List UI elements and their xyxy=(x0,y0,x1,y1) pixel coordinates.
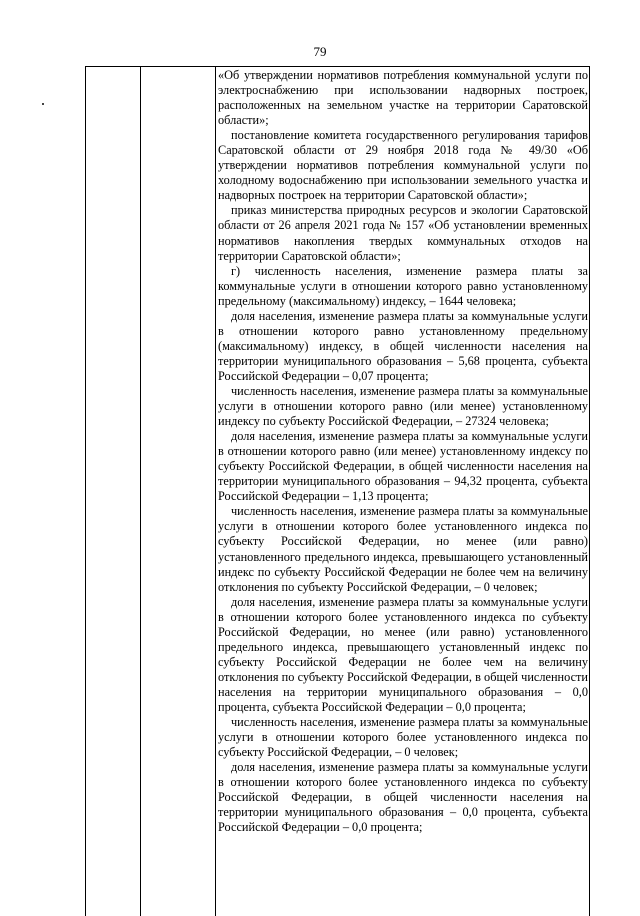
table-text-cell xyxy=(218,68,588,835)
column-divider-1 xyxy=(140,66,141,916)
paragraph: постановление комитета государственного регулирования тарифов Саратовской области от 29 ноября 2018 года № 49/30 «Об утверждении нормативов потребления коммунальной услуги по холодному водоснабжению при использовании земельного участка и надворных построек на территории Саратовской области»; xyxy=(218,128,588,203)
paragraph: доля населения, изменение размера платы за коммунальные услуги в отношении которого равно установленному предельному (максимальному) индексу, в общей численности населения на территории муниципального образования – 5,68 процента, субъекта Российской Федерации – 0,07 процента; xyxy=(218,308,588,383)
scan-speck xyxy=(42,103,44,105)
paragraph: доля населения, изменение размера платы за коммунальные услуги в отношении которого более установленного индекса по субъекту Российской Федерации, но менее (или равно) установленного предельного индекса, превышающего установленный индекс по субъекту Российской Федерации не более чем на величину отклонения по субъекту Российской Федерации, в общей численности населения на территории муниципального образования – 0,0 процента, субъекта Российской Федерации – 0,0 процента; xyxy=(218,594,588,714)
column-divider-2 xyxy=(215,66,216,916)
paragraph: г) численность населения, изменение размера платы за коммунальные услуги в отношении которого равно установленному предельному (максимальному) индексу, – 1644 человека; xyxy=(218,263,588,308)
paragraph: численность населения, изменение размера платы за коммунальные услуги в отношении которого более установленного индекса по субъекту Российской Федерации, но менее (или равно) установленного предельного индекса, превышающего установленный индекс по субъекту Российской Федерации не более чем на величину отклонения по субъекту Российской Федерации, – 0 человек; xyxy=(218,504,588,594)
paragraph: численность населения, изменение размера платы за коммунальные услуги в отношении которого равно (или менее) установленному индексу по субъекту Российской Федерации, – 27324 человека; xyxy=(218,383,588,429)
paragraph: доля населения, изменение размера платы за коммунальные услуги в отношении которого равно (или менее) установленному индексу по субъекту Российской Федерации, в общей численности населения на территории муниципального образования – 94,32 процента, субъекта Российской Федерации – 1,13 процента; xyxy=(218,429,588,504)
page-number: 79 xyxy=(313,44,327,59)
paragraph: доля населения, изменение размера платы за коммунальные услуги в отношении которого более установленного индекса по субъекту Российской Федерации, в общей численности населения на территории муниципального образования – 0,0 процента, субъекта Российской Федерации – 0,0 процента; xyxy=(218,760,588,835)
paragraph: приказ министерства природных ресурсов и экологии Саратовской области от 26 апреля 2021 года № 157 «Об установлении временных нормативов накопления твердых коммунальных отходов на территории Саратовской области»; xyxy=(218,203,588,263)
paragraph: численность населения, изменение размера платы за коммунальные услуги в отношении которого более установленного индекса по субъекту Российской Федерации, – 0 человек; xyxy=(218,715,588,760)
paragraph: «Об утверждении нормативов потребления коммунальной услуги по электроснабжению при использовании надворных построек, расположенных на земельном участке на территории Саратовской области»; xyxy=(218,68,588,128)
